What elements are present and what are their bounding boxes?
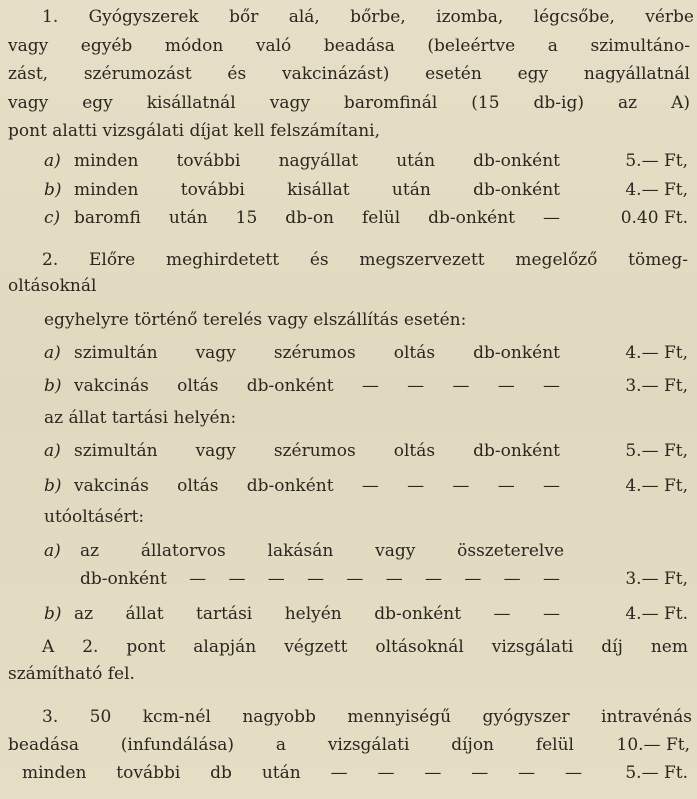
s1-line-1: 1. Gyógyszerek bőr alá, bőrbe, izomba, légcsőbe, vérbe bbox=[42, 7, 694, 27]
list-item: a) az állatorvos lakásán vagy összeterelve bbox=[44, 541, 564, 561]
list-item: a) szimultán vagy szérumos oltás db-onként 5.— Ft, bbox=[44, 441, 688, 461]
s1-line-2: vagy egyéb módon való beadása (beleértve a szimultáno- bbox=[8, 36, 690, 56]
s2-line-2: oltásoknál bbox=[8, 276, 97, 296]
s1-line-3: zást, szérumozást és vakcinázást) esetén egy nagyállatnál bbox=[8, 64, 690, 84]
list-item-continuation: db-onként — — — — — — — — — — 3.— Ft, bbox=[80, 569, 688, 589]
s2-note-line-1: A 2. pont alapján végzett oltásoknál vizsgálati díj nem bbox=[42, 637, 688, 657]
subheading-utooltas: utóoltásért: bbox=[44, 507, 145, 527]
list-item: c) baromfi után 15 db-on felül db-onként — 0.40 Ft. bbox=[44, 208, 688, 228]
s3-line-2: beadása (infundálása) a vizsgálati díjon felül 10.— Ft, bbox=[8, 735, 690, 755]
s1-line-5: pont alatti vizsgálati díjat kell felszámítani, bbox=[8, 121, 381, 141]
list-item: a) szimultán vagy szérumos oltás db-onként 4.— Ft, bbox=[44, 343, 688, 363]
list-item: b) vakcinás oltás db-onként — — — — — 3.— Ft, bbox=[44, 376, 688, 396]
list-item: b) az állat tartási helyén db-onként — — 4.— Ft. bbox=[44, 604, 688, 624]
list-item: a) minden további nagyállat után db-onként 5.— Ft, bbox=[44, 151, 688, 171]
s2-line-1: 2. Előre meghirdetett és megszervezett megelőző tömeg- bbox=[42, 250, 688, 270]
s1-line-4: vagy egy kisállatnál vagy baromfinál (15 db-ig) az A) bbox=[8, 93, 690, 113]
s2-note-line-2: számítható fel. bbox=[8, 664, 135, 684]
s3-line-3: minden további db után — — — — — — 5.— Ft. bbox=[22, 763, 688, 783]
s3-line-1: 3. 50 kcm-nél nagyobb mennyiségű gyógyszer intravénás bbox=[42, 707, 692, 727]
list-item: b) vakcinás oltás db-onként — — — — — 4.— Ft, bbox=[44, 476, 688, 496]
subheading-terelés: egyhelyre történő terelés vagy elszállítás esetén: bbox=[44, 310, 467, 330]
list-item: b) minden további kisállat után db-onként 4.— Ft, bbox=[44, 180, 688, 200]
subheading-tartasi-hely: az állat tartási helyén: bbox=[44, 408, 237, 428]
